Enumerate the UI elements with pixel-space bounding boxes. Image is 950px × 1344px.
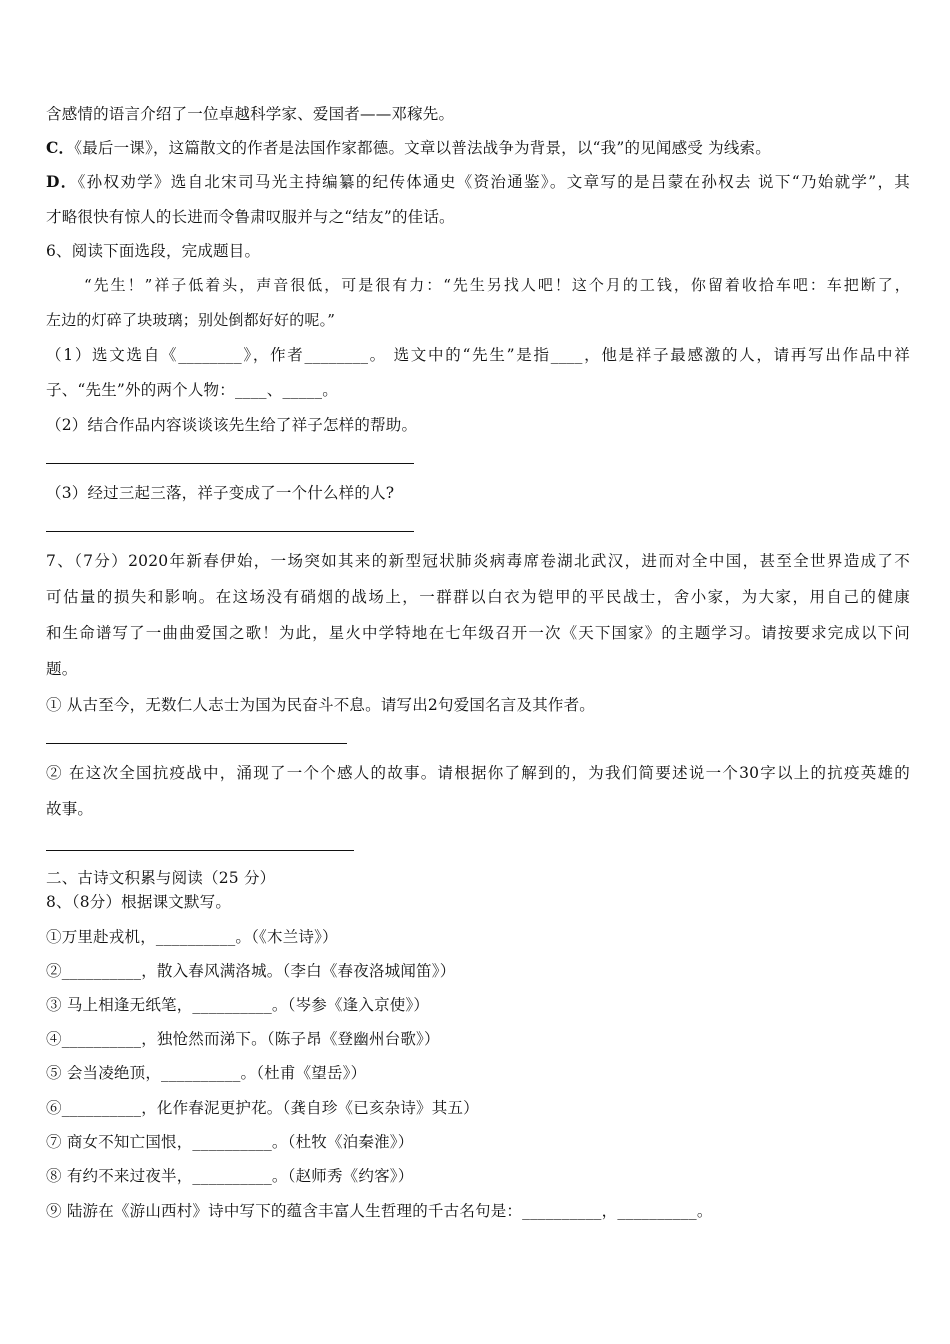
q7-sub2-answer-line[interactable]: [46, 850, 354, 851]
option-c-text: 《最后一课》，这篇散文的作者是法国作家都德。文章以普法战争为背景，以“我”的见闻感受 为线索。: [74, 139, 771, 157]
q7-line-1: 7、（7分）2020年新春伊始，一场突如其来的新型冠状肺炎病毒席卷湖北武汉，进而对全中国，甚至全世界造成了不: [46, 552, 910, 570]
q8-item-6: ⑥__________，化作春泥更护花。（龚自珍《已亥杂诗》其五）: [46, 1099, 479, 1117]
q6-sub2: （2）结合作品内容谈谈该先生给了祥子怎样的帮助。: [46, 416, 418, 434]
q8-item-1: ①万里赴戎机，__________。（《木兰诗》）: [46, 928, 338, 946]
line-option-d-cont: 才略很快有惊人的长进而令鲁肃叹服并与之“结友”的佳话。: [46, 208, 455, 226]
q7-line-3: 和生命谱写了一曲曲爱国之歌！为此，星火中学特地在七年级召开一次《天下国家》的主题学习。请按要求完成以下问: [46, 624, 910, 642]
section-2-heading: 二、古诗文积累与阅读（25 分）: [46, 869, 276, 887]
q6-quote-line-2: 左边的灯碎了块玻璃；别处倒都好好的呢。”: [46, 311, 336, 329]
option-d-label: D．: [46, 172, 78, 191]
q8-item-8: ⑧ 有约不来过夜半，__________。（赵师秀《约客》）: [46, 1167, 414, 1185]
question-6-title: 6、阅读下面选段，完成题目。: [46, 242, 261, 260]
q7-line-2: 可估量的损失和影响。在这场没有硝烟的战场上，一群群以白衣为铠甲的平民战士，舍小家，为大家，用自己的健康: [46, 588, 910, 606]
q8-item-9: ⑨ 陆游在《游山西村》诗中写下的蕴含丰富人生哲理的千古名句是：__________，__________。: [46, 1202, 713, 1220]
line-option-c: [46, 137, 910, 159]
q7-sub2-line-1: ② 在这次全国抗疫战中，涌现了一个个感人的故事。请根据你了解到的，为我们简要述说一个30字以上的抗疫英雄的: [46, 764, 910, 782]
q7-line-4: 题。: [46, 660, 78, 678]
q6-sub1-line-1: （1）选文选自《________》，作者________。 选文中的“先生”是指____，他是祥子最感激的人，请再写出作品中祥: [46, 346, 910, 364]
question-8-title: 8、（8分）根据课文默写。: [46, 893, 232, 911]
q7-sub1: ① 从古至今，无数仁人志士为国为民奋斗不息。请写出2句爱国名言及其作者。: [46, 696, 595, 714]
q8-item-5: ⑤ 会当凌绝顶，__________。（杜甫《望岳》）: [46, 1064, 367, 1082]
q6-quote-line-1: “先生！”祥子低着头，声音很低，可是很有力：“先生另找人吧！这个月的工钱，你留着收拾车吧：车把断了，: [84, 276, 910, 294]
q6-sub3-answer-line[interactable]: [46, 531, 414, 532]
line-option-b-end: 含感情的语言介绍了一位卓越科学家、爱国者——邓稼先。: [46, 105, 455, 123]
q6-sub3: （3）经过三起三落，祥子变成了一个什么样的人?: [46, 484, 395, 502]
line-option-d: [46, 171, 910, 193]
q6-sub1-line-2: 子、“先生”外的两个人物：____、_____。: [46, 381, 338, 399]
q8-item-3: ③ 马上相逢无纸笔，__________。（岑参《逢入京使》）: [46, 996, 430, 1014]
q8-item-7: ⑦ 商女不知亡国恨，__________。（杜牧《泊秦淮》）: [46, 1133, 414, 1151]
option-c-label: C．: [46, 138, 75, 157]
q7-sub1-answer-line[interactable]: [46, 743, 347, 744]
q7-sub2-line-2: 故事。: [46, 800, 94, 818]
q6-sub2-answer-line[interactable]: [46, 463, 414, 464]
option-d-text: 《孙权劝学》选自北宋司马光主持编纂的纪传体通史《资治通鉴》。文章写的是吕蒙在孙权去 说下“乃始就学”，其: [77, 173, 910, 191]
q8-item-2: ②__________，散入春风满洛城。（李白《春夜洛城闻笛》）: [46, 962, 456, 980]
q8-item-4: ④__________，独怆然而涕下。（陈子昂《登幽州台歌》）: [46, 1030, 440, 1048]
